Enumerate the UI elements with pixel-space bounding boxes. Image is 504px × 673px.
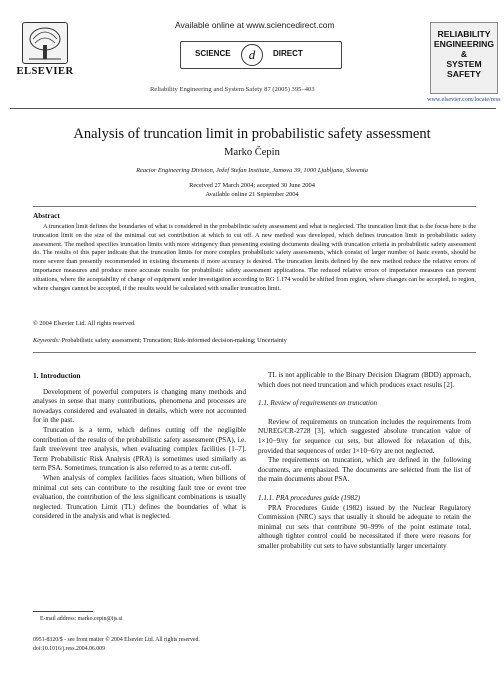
keywords-list: Probabilistic safety assessment; Truncation; Risk-informed decision-making; Uncertainty (61, 337, 287, 344)
journal-name-line: ENGINEERING (433, 39, 495, 49)
journal-name-logo (430, 22, 498, 94)
intro-paragraph: Development of powerful computers is changing many methods and analyses in sense that many contributions, phenomena and processes are nowadays considered and evaluated in details, which were not accounted for in the past. (33, 387, 246, 425)
intro-paragraph: When analysis of complex facilities faces situation, when billions of minimal cut sets can contribute to the resulting fault tree or event tree evaluation, the contribution of the less significant combinations is usually neglected. Truncation Limit (TL) defines the boundaries of what is considered in the analysis and what is neglected. (33, 473, 246, 521)
author-affiliation: Reactor Engineering Division, Jožef Stefan Institute, Jamova 39, 1000 Ljubljana, Slovenia (136, 167, 368, 174)
received-date: Received 27 March 2004; accepted 30 June 2004 (189, 182, 315, 189)
body-paragraph: The requirements on truncation, which are defined in the following documents, are emphasized. The documents are selected from the list of the main documents about PSA. (258, 456, 471, 484)
elsevier-logo (10, 22, 80, 94)
subsection-heading: 1.1. Review of requirements on truncation (258, 399, 378, 408)
journal-name-line: SYSTEM (446, 59, 482, 69)
sd-circle-icon: d (241, 44, 263, 66)
keywords-label: Keywords: (33, 337, 61, 344)
sd-right-word: DIRECT (273, 49, 303, 58)
article-title: Analysis of truncation limit in probabilistic safety assessment (73, 126, 431, 142)
abstract-top-rule (33, 206, 476, 207)
journal-citation: Reliability Engineering and System Safety 87 (2005) 395–403 (150, 86, 315, 93)
body-paragraph: Review of requirements on truncation includes the requirements from NUREG/CR-2728 [3], which suggested absolute truncation value of 1×10−9/ry for sequence cut sets, but allowed for relaxation of this, provided that sequences of order 1×10−6/ry are not neglected. (258, 417, 471, 455)
subsubsection-heading: 1.1.1. PRA procedures guide (1982) (258, 493, 360, 502)
section-heading-introduction: 1. Introduction (33, 371, 81, 380)
elsevier-wordmark: ELSEVIER (16, 66, 74, 77)
body-paragraph: TL is not applicable to the Binary Decision Diagram (BDD) approach, which does not need truncation and which produces exact results [2]. (258, 371, 471, 389)
intro-paragraph: Truncation is a term, which defines cutting off the negligible contribution of the results of the probabilistic safety assessment (PSA), i.e. fault tree/event tree analysis, when evaluating complex facilities [1–7]. Term Probabilistic Risk Analysis (PRA) is sometimes used similarly as term PSA. Sometimes, truncation is also referred to as a term: cut-off. (33, 425, 246, 473)
abstract-bottom-rule (33, 352, 476, 353)
right-column (258, 371, 471, 552)
available-online[interactable]: Available online at www.sciencedirect.com (175, 20, 335, 30)
article-author: Marko Čepin (224, 147, 280, 158)
abstract-heading: Abstract (33, 212, 60, 220)
footnote-rule (33, 611, 93, 612)
doi-line[interactable]: doi:10.1016/j.ress.2004.06.009 (33, 646, 105, 652)
sd-left-word: SCIENCE (195, 49, 231, 58)
elsevier-tree-icon (22, 22, 68, 64)
available-date: Available online 21 September 2004 (205, 191, 299, 198)
body-paragraph: PRA Procedures Guide (1982) issued by the Nuclear Regulatory Commission (NRC) says that usually it should be adequate to retain the minimal cut sets that contribute 90–99% of the point estimate total, although tighter control could be necessitated if there were reasons for smaller probability cut sets to have substantially larger uncertainty (258, 503, 471, 550)
journal-url[interactable]: www.elsevier.com/locate/ress (427, 96, 501, 103)
keywords (33, 337, 476, 344)
author-email[interactable]: E-mail address: marko.cepin@ijs.si (40, 616, 123, 622)
sciencedirect-logo (180, 41, 342, 69)
issn-line: 0951-8320/$ - see front matter © 2004 Elsevier Ltd. All rights reserved. (33, 637, 200, 643)
left-column (33, 371, 246, 522)
abstract-text: A truncation limit defines the boundaries of what is considered in the probabilistic safety assessment and what is neglected. The truncation limit that is the focus here is the truncation limit on the size of the minimal cut set contribution at which to cut off. A new method was developed, which defines truncation limit in probabilistic safety assessment. The method specifies truncation limits with more stringency than presenting existing documents dealing with truncation criteria in probabilistic safety assessment do. The results of this paper indicate that the truncation limits for more complex probabilistic safety assessments, which consist of larger number of basic events, should be more severe than presently recommended in existing documents if more accuracy is desired. The truncation limits defined by the new method reduce the relative errors of importance measures and produce more accurate results for probabilistic safety assessment applications. The reduced relative errors of importance measures can prevent situations, where the acceptability of change of equipment under investigation according to RG 1.174 would be shifted from region, where changes can be accepted, to region, where changes cannot be accepted, if the results would be calculated with smaller truncation limit. (33, 223, 476, 292)
abstract-copyright: © 2004 Elsevier Ltd. All rights reserved. (33, 320, 136, 327)
journal-name-line: SAFETY (447, 69, 481, 79)
journal-name-line: & (460, 49, 468, 59)
header-divider (10, 108, 496, 109)
journal-name-line: RELIABILITY (437, 29, 491, 39)
